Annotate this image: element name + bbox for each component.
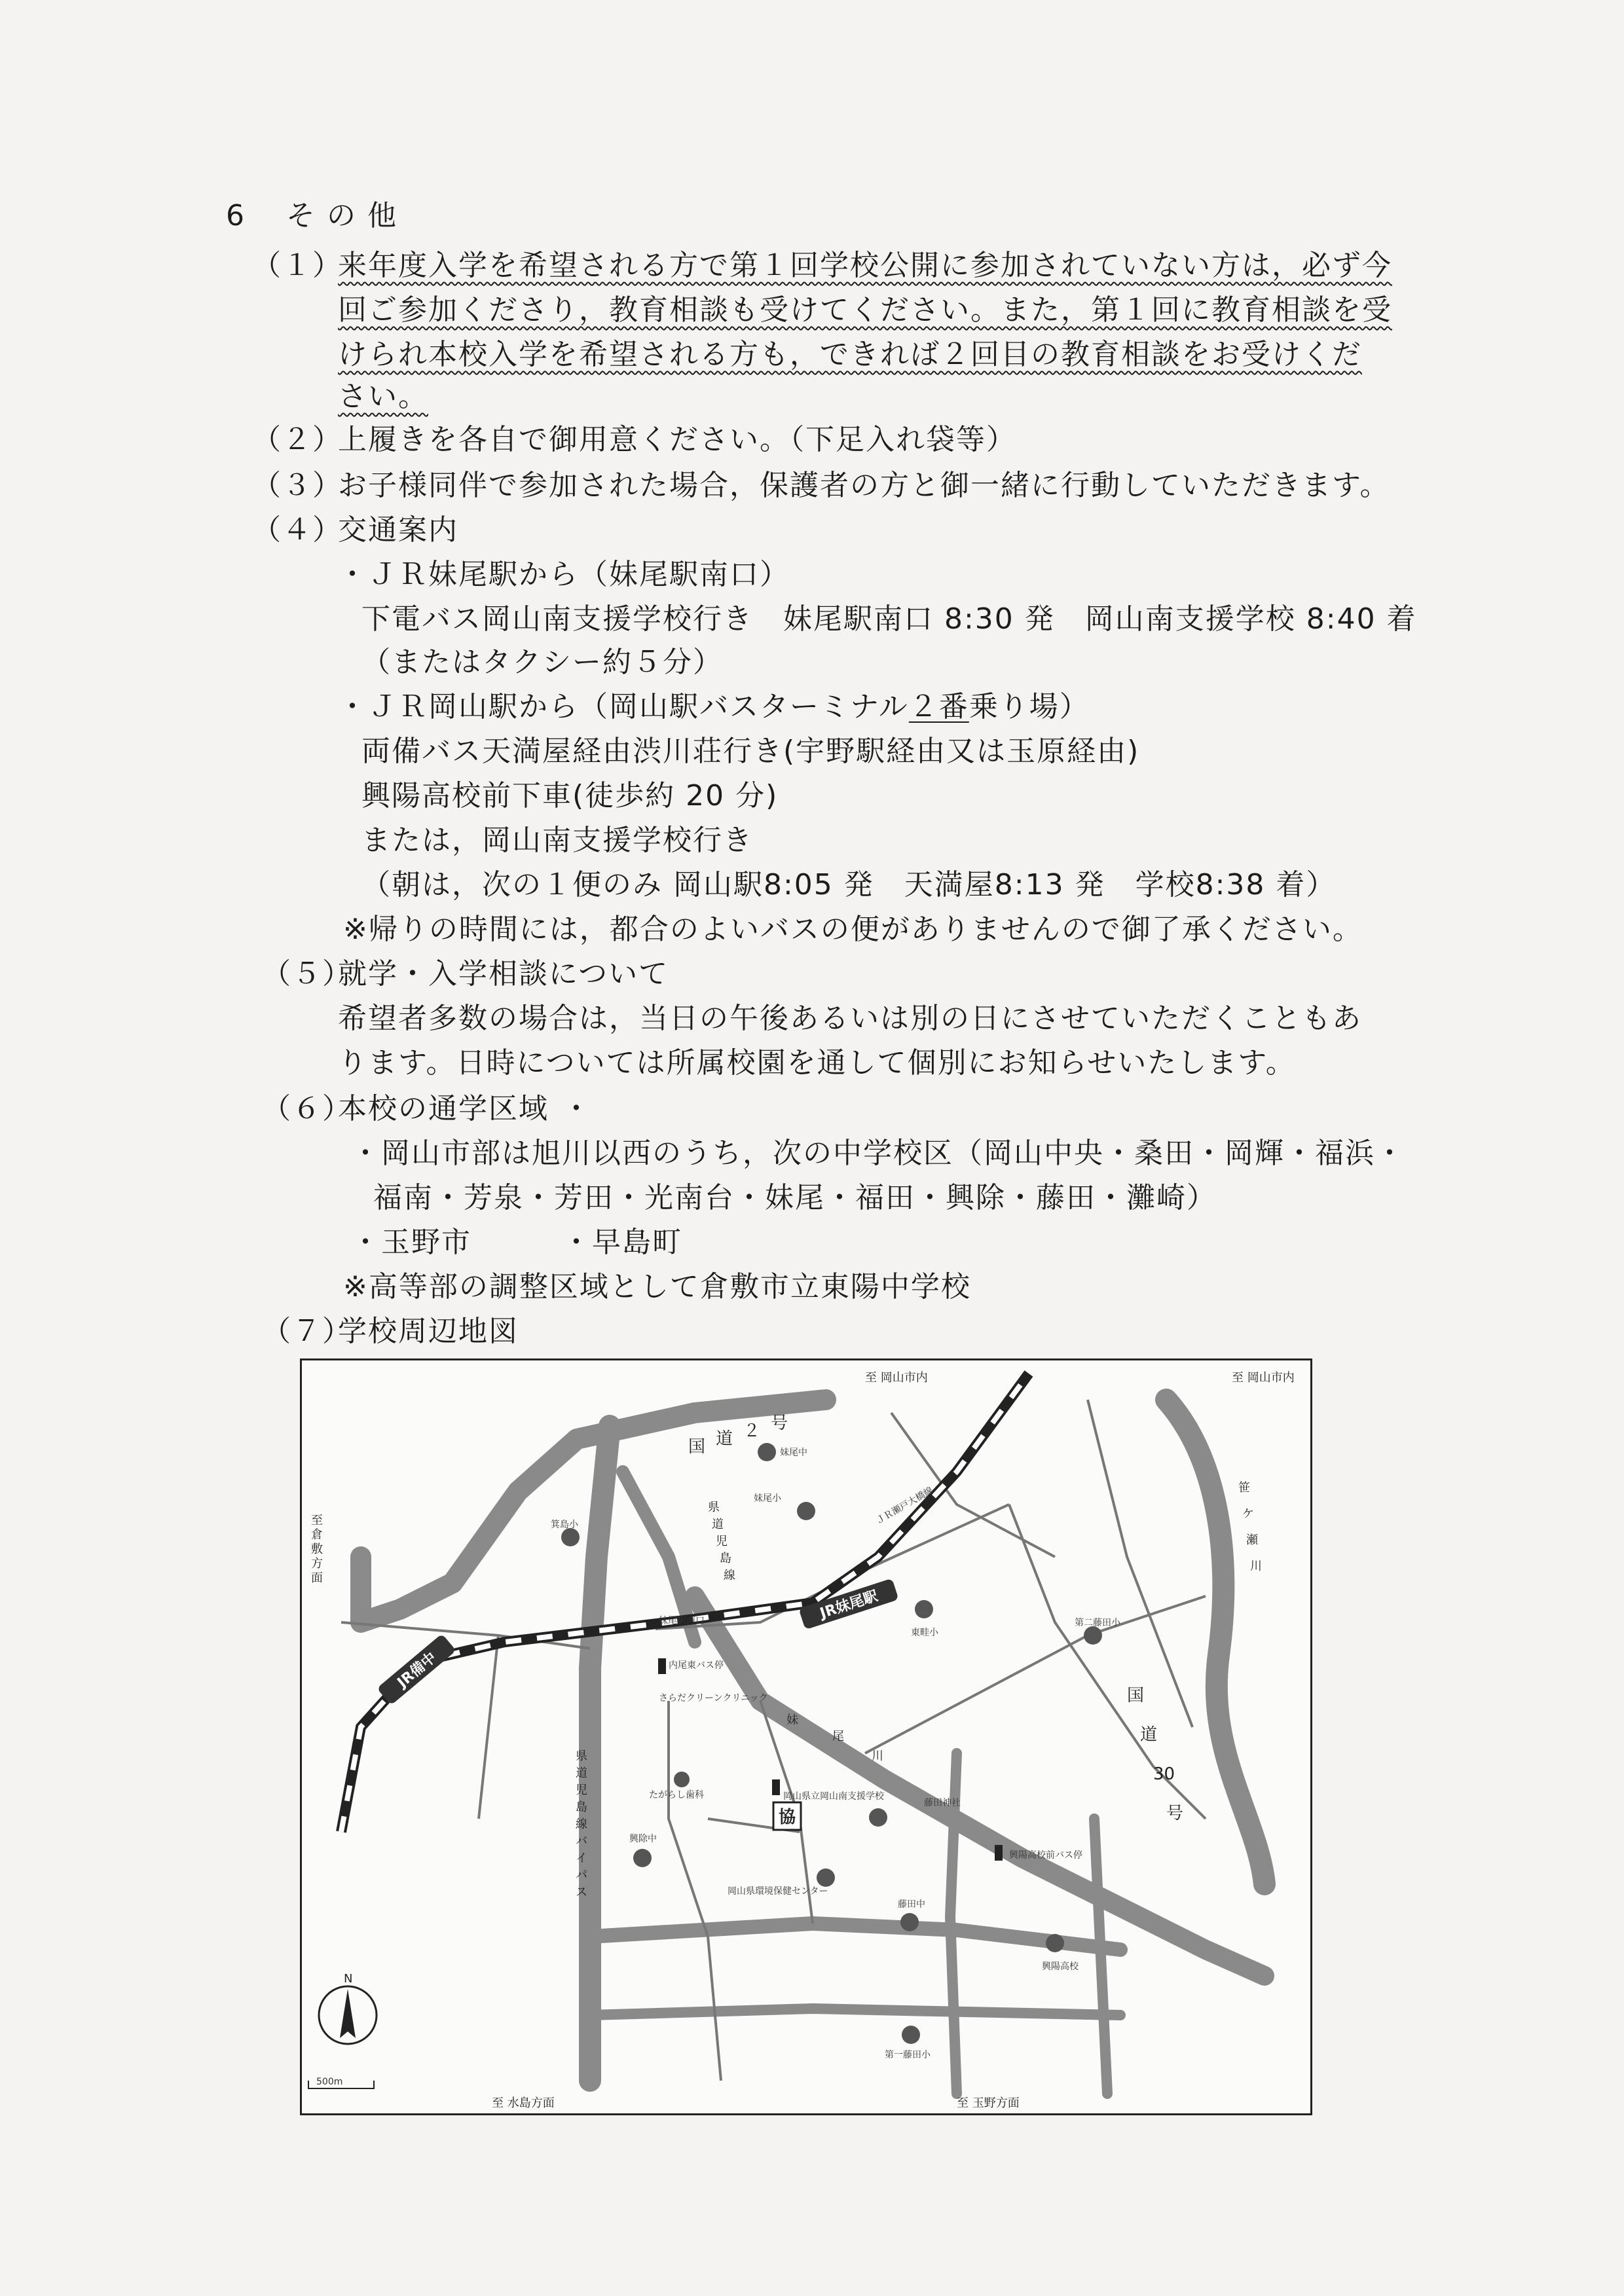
- section-header: [226, 196, 397, 236]
- route2-heading-post: 乗り場）: [969, 690, 1090, 723]
- label-to-tamano: 至 玉野方面: [957, 2096, 1020, 2110]
- route1-heading: ・ＪＲ妹尾駅から（妹尾駅南口）: [338, 558, 790, 591]
- school-area-map: [300, 1358, 1312, 2115]
- route2-platform: ２番: [908, 690, 969, 723]
- item-5-label: （５）: [262, 957, 352, 991]
- item-1-line-3: けられ本校入学を希望される方も，できれば２回目の教育相談をお受けくだ: [338, 338, 1362, 371]
- item-5-line-1: 希望者多数の場合は，当日の午後あるいは別の日にさせていただくこともあ: [338, 1002, 1362, 1035]
- svg-text:２: ２: [743, 1421, 761, 1441]
- label-dai2fujita: 第二藤田小: [1075, 1618, 1120, 1628]
- svg-text:号: 号: [1166, 1804, 1184, 1823]
- svg-text:県: 県: [576, 1749, 587, 1763]
- label-to-mizushima: 至 水島方面: [492, 2096, 555, 2110]
- item-6-line-2: 福南・芳泉・芳田・光南台・妹尾・福田・興除・藤田・灘崎）: [373, 1181, 1217, 1214]
- label-to-okayama-1: 至 岡山市内: [865, 1371, 928, 1385]
- item-6-dot: ・: [562, 1092, 592, 1125]
- item-6-line-4: ※高等部の調整区域として倉敷市立東陽中学校: [343, 1270, 971, 1303]
- label-fujita-shrine: 藤田神社: [924, 1798, 961, 1808]
- label-senosho: 妹尾小: [754, 1493, 781, 1504]
- svg-text:面: 面: [311, 1571, 323, 1585]
- label-kankyo: 岡山県環境保健センター: [728, 1886, 828, 1897]
- svg-text:JR妹尾駅: JR妹尾駅: [818, 1588, 880, 1622]
- svg-text:道: 道: [716, 1429, 733, 1449]
- svg-text:児: 児: [576, 1783, 587, 1797]
- route2-heading-pre: ・ＪＲ岡山駅から（岡山駅バスターミナル: [338, 690, 909, 723]
- svg-text:妹: 妹: [786, 1713, 798, 1727]
- school-marker: [773, 1802, 801, 1830]
- svg-text:国: 国: [688, 1437, 706, 1457]
- svg-text:協: 協: [778, 1808, 796, 1827]
- item-7-text: 学校周辺地図: [338, 1315, 519, 1348]
- item-2-text: 上履きを各自で御用意ください。（下足入れ袋等）: [338, 423, 1016, 456]
- route2-heading: [338, 687, 1090, 727]
- svg-text:500m: 500m: [316, 2077, 343, 2087]
- item-1-line-2: 回ご参加くださり，教育相談も受けてください。また，第１回に教育相談を受: [338, 293, 1392, 327]
- item-7-label: （７）: [262, 1315, 352, 1348]
- label-naio-bus: 内尾東バス停: [669, 1660, 724, 1671]
- item-4-text: 交通案内: [338, 513, 458, 547]
- svg-text:至: 至: [311, 1514, 323, 1527]
- item-6-label: （６）: [262, 1092, 352, 1125]
- svg-text:児: 児: [716, 1535, 728, 1548]
- svg-text:線: 線: [724, 1569, 735, 1582]
- svg-text:道: 道: [712, 1518, 724, 1531]
- label-higashi-hideo: 東畦小: [911, 1628, 938, 1638]
- label-jr-seto: ＪＲ瀬戸大橋線: [874, 1485, 935, 1527]
- label-pref-road: [708, 1501, 735, 1582]
- label-to-okayama-2: 至 岡山市内: [1232, 1371, 1295, 1385]
- route2-line-3: または，岡山南支援学校行き: [361, 824, 753, 857]
- route2-line-4: （朝は，次の１便のみ 岡山駅8:05 発 天満屋8:13 発 学校8:38 着）: [361, 868, 1337, 902]
- label-fujitachu: 藤田中: [898, 1899, 925, 1910]
- svg-text:パ: パ: [576, 1868, 587, 1882]
- item-6-line-3: ・玉野市 ・早島町: [351, 1226, 682, 1259]
- station-jr-seno: [798, 1578, 898, 1630]
- label-koyo-bus: 興陽高校前バス停: [1009, 1850, 1082, 1861]
- svg-text:線: 線: [576, 1817, 587, 1831]
- label-dai1fujita: 第一藤田小: [885, 2050, 931, 2060]
- svg-text:ケ: ケ: [1242, 1507, 1254, 1521]
- svg-text:川: 川: [1250, 1559, 1262, 1573]
- item-3-label: （３）: [252, 469, 342, 502]
- route1-note: （またはタクシー約５分）: [361, 646, 723, 679]
- svg-text:方: 方: [311, 1557, 323, 1571]
- section-number: 6: [226, 199, 246, 232]
- return-caution: ※帰りの時間には，都合のよいバスの便がありませんので御了承ください。: [343, 913, 1363, 946]
- svg-text:道: 道: [1140, 1725, 1158, 1745]
- svg-text:イ: イ: [576, 1851, 587, 1865]
- svg-text:笹: 笹: [1238, 1481, 1250, 1495]
- item-1-line-4: さい。: [338, 380, 428, 413]
- item-6-text-row: [338, 1089, 592, 1129]
- item-6-line-1: ・岡山市部は旭川以西のうち，次の中学校区（岡山中央・桑田・岡輝・福浜・: [351, 1137, 1405, 1170]
- svg-text:島: 島: [576, 1800, 587, 1814]
- label-sasagase: [1238, 1481, 1262, 1573]
- label-tagara: たがらし歯科: [649, 1790, 704, 1800]
- route2-line-1: 両備バス天満屋経由渋川荘行き(宇野駅経由又は玉原経由): [361, 735, 1140, 768]
- svg-text:国: 国: [1127, 1686, 1145, 1705]
- label-to-kurashiki: [311, 1514, 323, 1585]
- route1-detail: 下電バス岡山南支援学校行き 妹尾駅南口 8:30 発 岡山南支援学校 8:40 着: [361, 602, 1417, 636]
- svg-text:ス: ス: [576, 1886, 587, 1899]
- item-1-line-1: 来年度入学を希望される方で第１回学校公開に参加されていない方は，必ず今: [338, 249, 1392, 282]
- svg-text:瀬: 瀬: [1246, 1533, 1258, 1547]
- svg-text:県: 県: [708, 1501, 720, 1514]
- label-seno-sign: 妹尾駅南口: [659, 1616, 705, 1626]
- major-roads: [361, 1400, 1264, 2094]
- svg-text:尾: 尾: [832, 1730, 844, 1743]
- svg-text:30: 30: [1153, 1764, 1175, 1784]
- item-6-text: 本校の通学区域: [338, 1092, 549, 1125]
- svg-text:倉: 倉: [311, 1528, 323, 1542]
- item-4-label: （４）: [252, 513, 342, 547]
- scale-bar: [308, 2077, 374, 2088]
- station-jr-bitchu: [377, 1633, 456, 1705]
- label-school: 岡山県立岡山南支援学校: [783, 1791, 884, 1802]
- svg-text:川: 川: [872, 1749, 883, 1763]
- svg-text:道: 道: [576, 1766, 587, 1780]
- north-arrow: [319, 1972, 377, 2044]
- svg-text:バ: バ: [576, 1834, 587, 1848]
- label-senochu: 妹尾中: [780, 1448, 807, 1458]
- label-minoshima: 箕島小: [551, 1520, 578, 1530]
- svg-text:敷: 敷: [311, 1542, 323, 1556]
- route2-line-2: 興陽高校前下車(徒歩約 20 分): [361, 779, 779, 812]
- label-kojochu: 興除中: [629, 1834, 657, 1844]
- svg-text:島: 島: [720, 1552, 731, 1565]
- label-koyo: 興陽高校: [1042, 1961, 1079, 1972]
- item-2-label: （２）: [252, 423, 342, 456]
- section-title: そ の 他: [286, 199, 397, 232]
- label-route-30: [1127, 1686, 1183, 1823]
- item-3-text: お子様同伴で参加された場合，保護者の方と御一緒に行動していただきます。: [338, 469, 1390, 502]
- svg-text:N: N: [344, 1972, 353, 1986]
- item-5-text: 就学・入学相談について: [338, 957, 669, 991]
- svg-text:号: 号: [771, 1413, 788, 1433]
- svg-text:JR備中: JR備中: [394, 1649, 440, 1691]
- label-clinic: さらだクリーンクリニック: [659, 1693, 768, 1704]
- item-5-line-2: ります。日時については所属校園を通して個別にお知らせいたします。: [338, 1046, 1296, 1080]
- label-bypass: [576, 1749, 587, 1899]
- map-drawing: [302, 1360, 1310, 2113]
- item-1-label: （１）: [252, 249, 342, 282]
